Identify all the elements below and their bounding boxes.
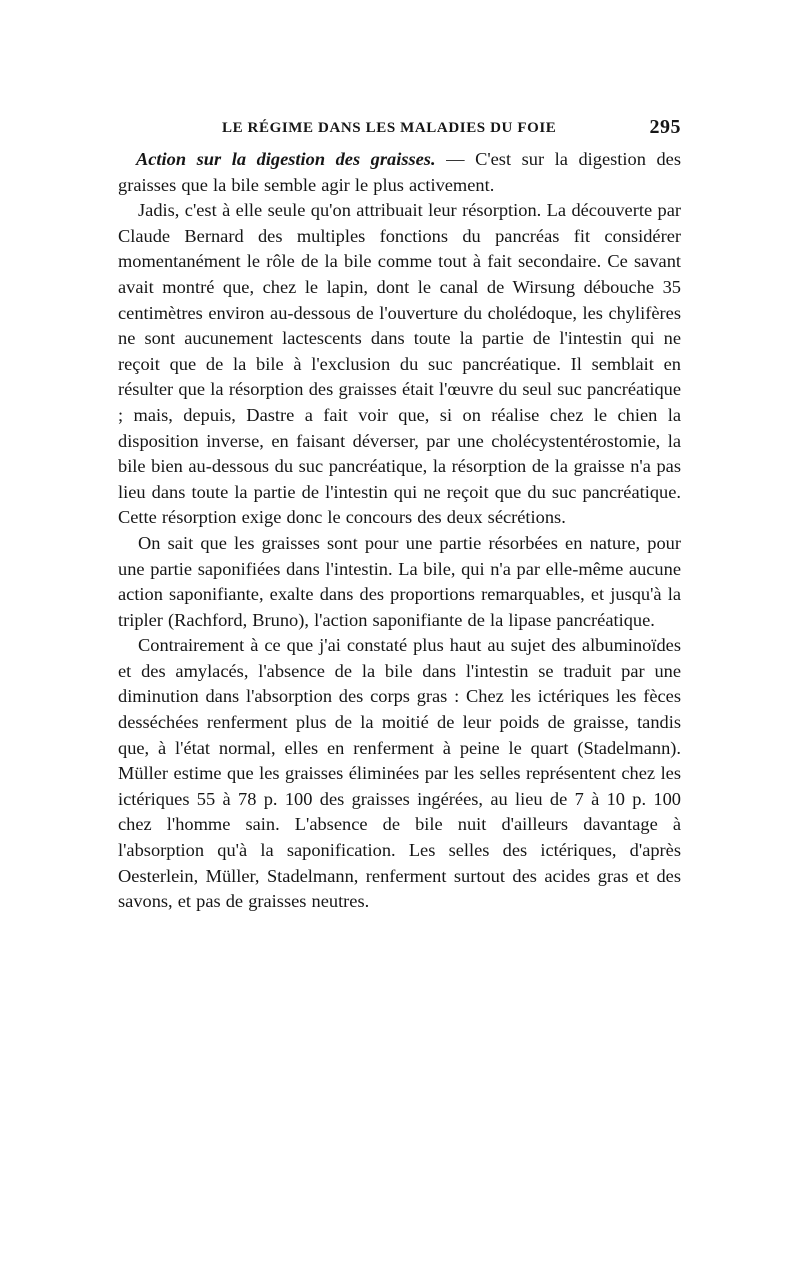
- body-text: [118, 147, 681, 915]
- paragraph-fat-digestion: [118, 147, 681, 198]
- page-number: 295: [649, 116, 681, 138]
- book-page: [118, 116, 681, 915]
- paragraph-text: — C'est sur la digestion des graisses que la bile semble agir le plus activement.: [118, 149, 681, 195]
- paragraph-absorption-deficit: Contrairement à ce que j'ai constaté plus haut au sujet des albuminoïdes et des amylacés, l'absence de la bile dans l'intestin se traduit par une diminution dans l'absorption des corps gras : Chez les ictériques les fèces desséchées renferment plus de la moitié de leur poids de graisse, tandis que, à l'état normal, elles en renferment à peine le quart (Stadelmann). Müller estime que les graisses éliminées par les selles représentent chez les ictériques 55 à 78 p. 100 des graisses ingérées, au lieu de 7 à 10 p. 100 chez l'homme sain. L'absence de bile nuit d'ailleurs davantage à l'absorption qu'à la saponification. Les selles des ictériques, d'après Oesterlein, Müller, Stadelmann, renferment surtout des acides gras et des savons, et pas de graisses neutres.: [118, 635, 681, 912]
- paragraph-resorption-history: Jadis, c'est à elle seule qu'on attribuait leur résorption. La découverte par Claude Bernard des multiples fonctions du pancréas fit considérer momentanément le rôle de la bile comme tout à fait secondaire. Ce savant avait montré que, chez le lapin, dont le canal de Wirsung débouche 35 centimètres environ au-dessous de l'ouverture du cholédoque, les chylifères ne sont aucunement lactescents dans toute la partie de l'intestin qui ne reçoit que de la bile à l'exclusion du suc pancréatique. Il semblait en résulter que la résorption des graisses était l'œuvre du seul suc pancréatique ; mais, depuis, Dastre a fait voir que, si on réalise chez le chien la disposition inverse, en faisant déverser, par une cholécystentérostomie, la bile bien au-dessous du suc pancréatique, la résorption de la graisse n'a pas lieu dans toute la partie de l'intestin qui ne reçoit que du suc pancréatique. Cette résorption exige donc le concours des deux sécrétions.: [118, 200, 681, 528]
- section-lead: Action sur la digestion des graisses.: [136, 149, 436, 169]
- running-title: LE RÉGIME DANS LES MALADIES DU FOIE: [222, 120, 557, 136]
- running-header: [118, 116, 681, 144]
- paragraph-saponification: On sait que les graisses sont pour une partie résorbées en nature, pour une partie saponifiées dans l'intestin. La bile, qui n'a par elle-même aucune action saponifiante, exalte dans des proportions remarquables, et jusqu'à la tripler (Rachford, Bruno), l'action saponifiante de la lipase pancréatique.: [118, 532, 681, 630]
